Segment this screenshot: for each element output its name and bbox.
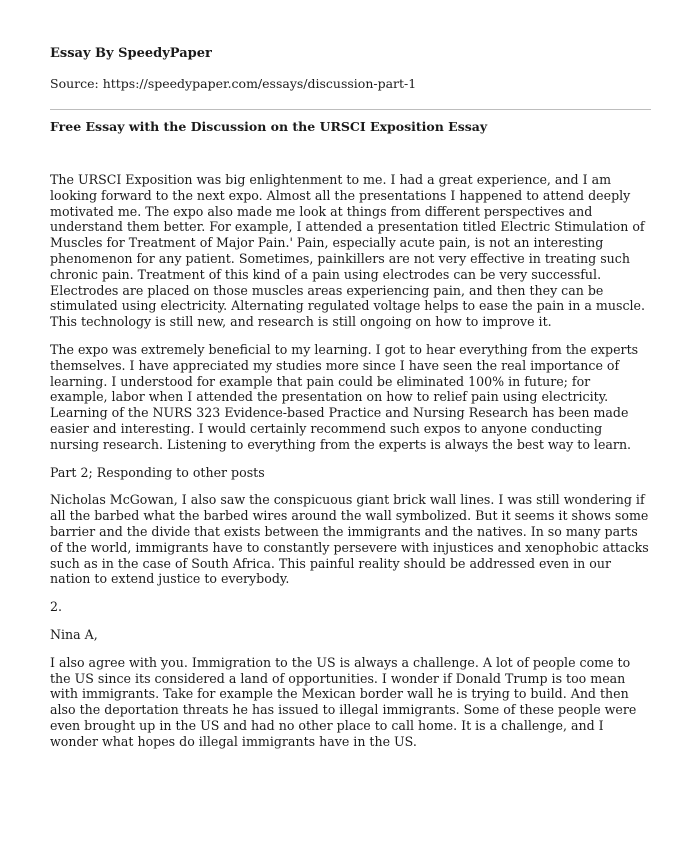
divider bbox=[50, 109, 651, 110]
section-label: Part 2; Responding to other posts bbox=[50, 464, 265, 480]
essay-body bbox=[50, 172, 650, 762]
document-title: Essay By SpeedyPaper bbox=[50, 46, 212, 61]
paragraph: The expo was extremely beneficial to my learning. I got to hear everything from the experts themselves. I have appreciated my studies more since I have seen the real importance of learning. I understood for example that pain could be eliminated 100% in future; for example, labor when I attended the presentation on how to relief pain using electricity. Learning of the NURS 323 Evidence-based Practice and Nursing Research has been made easier and interesting. I would certainly recommend such expos to anyone conducting nursing research. Listening to everything from the experts is always the best way to learn. bbox=[50, 341, 639, 452]
list-number: 2. bbox=[50, 599, 63, 615]
addressee: Nina A, bbox=[50, 626, 98, 642]
paragraph: The URSCI Exposition was big enlightenment to me. I had a great experience, and I am looking forward to the next expo. Almost all the presentations I happened to attend deeply motivated me. The expo also made me look at things from different perspectives and understand them better. For example, I attended a presentation titled Electric Stimulation of Muscles for Treatment of Major Pain.' Pain, especially acute pain, is not an interesting phenomenon for any patient. Sometimes, painkillers are not very effective in treating such chronic pain. Treatment of this kind of a pain using electrodes can be very successful. Electrodes are placed on those muscles areas experiencing pain, and then they can be stimulated using electricity. Alternating regulated voltage helps to ease the pain in a muscle. This technology is still new, and research is still ongoing on how to improve it. bbox=[50, 172, 645, 330]
essay-heading: Free Essay with the Discussion on the URSCI Exposition Essay bbox=[50, 119, 488, 134]
paragraph: I also agree with you. Immigration to the US is always a challenge. A lot of people come to the US since its considered a land of opportunities. I wonder if Donald Trump is too mean with immigrants. Take for example the Mexican border wall he is trying to build. And then also the deportation threats he has issued to illegal immigrants. Some of these people were even brought up in the US and had no other place to call home. It is a challenge, and I wonder what hopes do illegal immigrants have in the US. bbox=[50, 654, 637, 749]
paragraph: Nicholas McGowan, I also saw the conspicuous giant brick wall lines. I was still wondering if all the barbed what the barbed wires around the wall symbolized. But it seems it shows some barrier and the divide that exists between the immigrants and the natives. In so many parts of the world, immigrants have to constantly persevere with injustices and xenophobic attacks such as in the case of South Africa. This painful reality should be addressed even in our nation to extend justice to everybody. bbox=[50, 492, 649, 587]
source-line: Source: https://speedypaper.com/essays/discussion-part-1 bbox=[50, 76, 417, 91]
